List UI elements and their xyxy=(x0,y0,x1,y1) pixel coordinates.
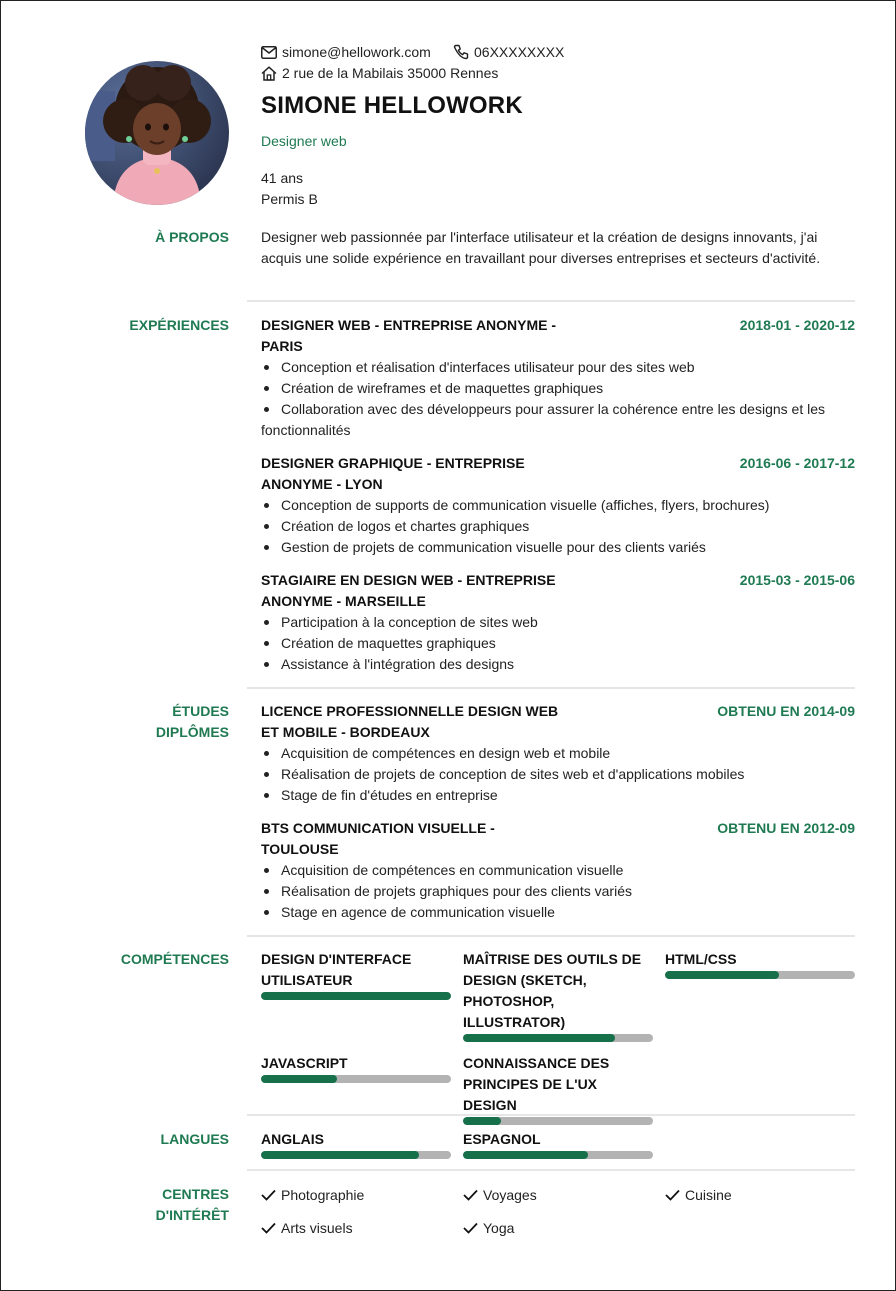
skill-bar xyxy=(261,1075,451,1083)
list-item: Création de wireframes et de maquettes graphiques xyxy=(261,378,855,399)
contact-email xyxy=(261,42,431,62)
section-interests-label-line1: CENTRES xyxy=(162,1186,229,1202)
about-text: Designer web passionnée par l'interface utilisateur et la création de designs innovants, j'ai acquis une solide expérience en travaillant pour diverses entreprises et secteurs d'activité. xyxy=(261,229,821,266)
language-bar-fill xyxy=(463,1151,588,1159)
list-item: Acquisition de compétences en design web et mobile xyxy=(261,743,855,764)
education-date: OBTENU EN 2014-09 xyxy=(717,703,855,719)
list-item: Conception de supports de communication visuelle (affiches, flyers, brochures) xyxy=(261,495,855,516)
section-experiences-label: EXPÉRIENCES xyxy=(129,317,229,333)
phone-text: 06XXXXXXXX xyxy=(474,44,565,60)
experience-date: 2015-03 - 2015-06 xyxy=(739,572,855,588)
list-item: Participation à la conception de sites web xyxy=(261,612,855,633)
list-item: Création de maquettes graphiques xyxy=(261,633,855,654)
list-item: Réalisation de projets graphiques pour des clients variés xyxy=(261,881,855,902)
check-icon xyxy=(463,1222,478,1234)
skill-bar-fill xyxy=(261,1075,337,1083)
experience-bullets xyxy=(261,495,855,558)
interest-item xyxy=(463,1217,514,1238)
contact-address xyxy=(261,63,498,83)
divider xyxy=(247,300,855,302)
email-text: simone@hellowork.com xyxy=(282,44,431,60)
home-icon xyxy=(261,66,277,81)
list-item: Assistance à l'intégration des designs xyxy=(261,654,855,675)
skill-bar-fill xyxy=(463,1117,501,1125)
interest-label: Yoga xyxy=(483,1219,515,1236)
section-education-label xyxy=(29,701,229,743)
contact-phone xyxy=(453,42,564,62)
experience-title: DESIGNER WEB - ENTREPRISE ANONYME - PARIS xyxy=(261,317,557,354)
section-languages-label: LANGUES xyxy=(160,1131,229,1147)
skill-name: JAVASCRIPT xyxy=(261,1055,348,1071)
phone-icon xyxy=(453,44,469,60)
section-about-label: À PROPOS xyxy=(155,229,229,245)
divider xyxy=(247,935,855,937)
skill-item xyxy=(463,949,653,1042)
skill-item xyxy=(261,949,451,1000)
skill-bar-fill xyxy=(261,992,451,1000)
section-interests-label-line2: D'INTÉRÊT xyxy=(155,1207,229,1223)
list-item: Collaboration avec des développeurs pour assurer la cohérence entre les designs et les fonctionnalités xyxy=(261,399,855,441)
experience-date: 2018-01 - 2020-12 xyxy=(739,317,855,333)
envelope-icon xyxy=(261,46,277,59)
experience-date: 2016-06 - 2017-12 xyxy=(739,455,855,471)
skill-bar-fill xyxy=(665,971,779,979)
check-icon xyxy=(665,1189,680,1201)
interest-item xyxy=(665,1184,732,1205)
age: 41 ans xyxy=(261,170,304,186)
skill-item xyxy=(665,949,855,979)
language-bar-fill xyxy=(261,1151,419,1159)
divider xyxy=(247,687,855,689)
check-icon xyxy=(463,1189,478,1201)
divider xyxy=(247,1169,855,1171)
list-item: Réalisation de projets de conception de sites web et d'applications mobiles xyxy=(261,764,855,785)
list-item: Conception et réalisation d'interfaces utilisateur pour des sites web xyxy=(261,357,855,378)
section-education-label-line1: ÉTUDES xyxy=(172,703,229,719)
section-education-label-line2: DIPLÔMES xyxy=(155,724,229,740)
experience-bullets xyxy=(261,612,855,675)
education-date: OBTENU EN 2012-09 xyxy=(717,820,855,836)
divider xyxy=(247,1114,855,1116)
language-bar xyxy=(261,1151,451,1159)
skill-name: CONNAISSANCE DES PRINCIPES DE L'UX DESIGN xyxy=(463,1055,610,1113)
list-item: Gestion de projets de communication visuelle pour des clients variés xyxy=(261,537,855,558)
list-item: Stage en agence de communication visuelle xyxy=(261,902,855,923)
language-name: ANGLAIS xyxy=(261,1131,324,1147)
check-icon xyxy=(261,1222,276,1234)
address-text: 2 rue de la Mabilais 35000 Rennes xyxy=(282,65,499,81)
skill-name: HTML/CSS xyxy=(665,951,737,967)
language-item xyxy=(261,1129,451,1159)
skill-name: DESIGN D'INTERFACE UTILISATEUR xyxy=(261,951,412,988)
experience-title: DESIGNER GRAPHIQUE - ENTREPRISE ANONYME - LYON xyxy=(261,455,525,492)
experience-bullets xyxy=(261,357,855,441)
list-item: Stage de fin d'études en entreprise xyxy=(261,785,855,806)
skill-bar-fill xyxy=(463,1034,615,1042)
education-title: LICENCE PROFESSIONNELLE DESIGN WEB ET MOBILE - BORDEAUX xyxy=(261,703,559,740)
language-name: ESPAGNOL xyxy=(463,1131,541,1147)
skill-bar xyxy=(463,1117,653,1125)
interest-item xyxy=(261,1217,353,1238)
language-item xyxy=(463,1129,653,1159)
interest-item xyxy=(261,1184,364,1205)
skill-bar xyxy=(261,992,451,1000)
interest-label: Photographie xyxy=(281,1186,365,1203)
candidate-name: SIMONE HELLOWORK xyxy=(261,92,523,119)
language-bar xyxy=(463,1151,653,1159)
education-bullets xyxy=(261,743,855,806)
skill-bar xyxy=(665,971,855,979)
driving-license: Permis B xyxy=(261,191,318,207)
list-item: Création de logos et chartes graphiques xyxy=(261,516,855,537)
check-icon xyxy=(261,1189,276,1201)
list-item: Acquisition de compétences en communication visuelle xyxy=(261,860,855,881)
job-title: Designer web xyxy=(261,133,347,149)
interest-item xyxy=(463,1184,537,1205)
experience-title: STAGIAIRE EN DESIGN WEB - ENTREPRISE ANONYME - MARSEILLE xyxy=(261,572,556,609)
section-skills-label: COMPÉTENCES xyxy=(120,951,229,967)
skill-bar xyxy=(463,1034,653,1042)
education-bullets xyxy=(261,860,855,923)
interest-label: Voyages xyxy=(483,1186,537,1203)
avatar xyxy=(85,61,229,205)
skill-item xyxy=(261,1053,451,1083)
interest-label: Cuisine xyxy=(685,1186,732,1203)
interest-label: Arts visuels xyxy=(281,1219,353,1236)
education-title: BTS COMMUNICATION VISUELLE - TOULOUSE xyxy=(261,820,495,857)
skill-name: MAÎTRISE DES OUTILS DE DESIGN (SKETCH, PHOTOSHOP, ILLUSTRATOR) xyxy=(463,951,642,1030)
section-interests-label xyxy=(29,1184,229,1226)
